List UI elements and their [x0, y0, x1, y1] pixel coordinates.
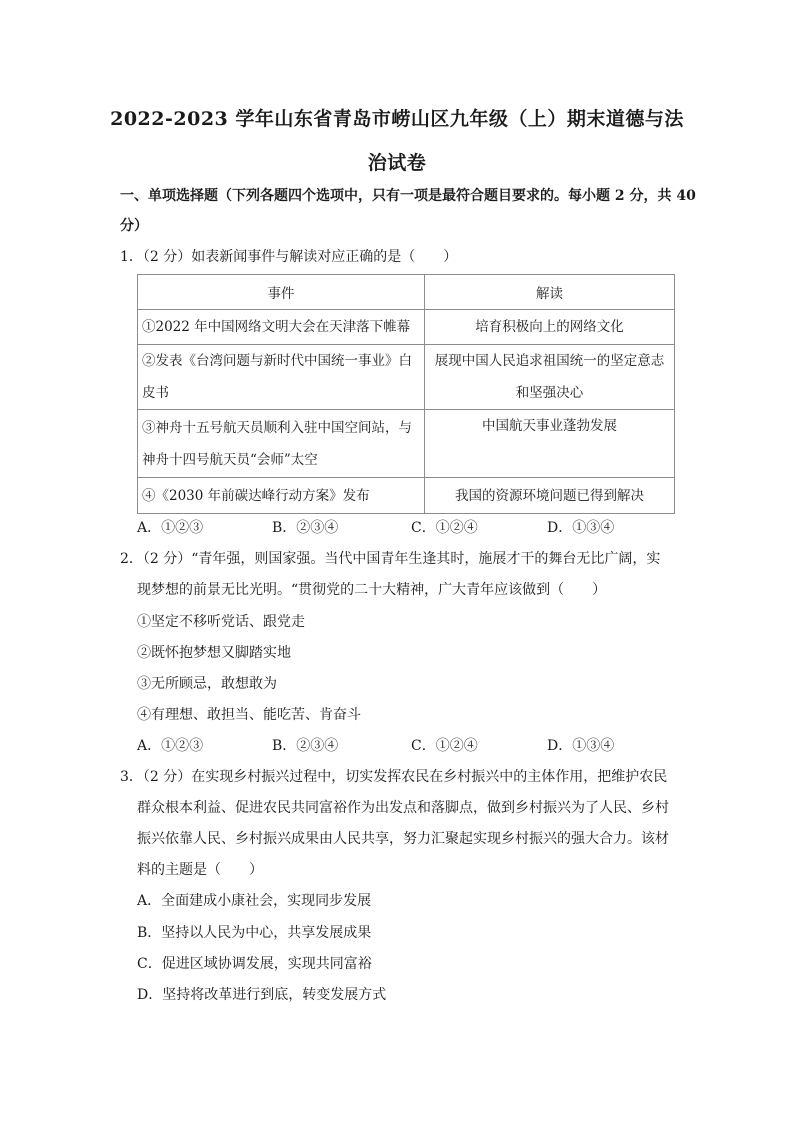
- event-text-cont: 神舟十四号航天员“会师”太空: [142, 451, 318, 468]
- exam-title-line2: 治试卷: [367, 152, 427, 174]
- q3-stem-cont: 群众根本利益、促进农民共同富裕作为出发点和落脚点，做到乡村振兴为了人民、乡村: [137, 800, 669, 816]
- reading-text: 中国航天事业蓬勃发展: [482, 418, 617, 434]
- q2-stem-cont: 现梦想的前景无比光明。“贯彻党的二十大精神，广大青年应该做到（ ）: [137, 582, 607, 598]
- event-cell: [138, 478, 425, 514]
- option-b[interactable]: B．坚持以人民为中心，共享发展成果: [137, 925, 372, 941]
- q2-item: ①坚定不移听党话、跟党走: [137, 614, 305, 630]
- table-row: [138, 310, 675, 345]
- q2-item: ④有理想、敢担当、能吃苦、肯奋斗: [137, 707, 361, 723]
- q1-news-table: [137, 274, 675, 514]
- q2-stem: 2．（2 分）“青年强，则国家强。当代中国青年生逢其时，施展才干的舞台无比广阔，实: [120, 551, 661, 567]
- option-d[interactable]: D．①③④: [547, 738, 615, 754]
- section-heading: 一、单项选择题（下列各题四个选项中，只有一项是最符合题目要求的。每小题 2 分，共 40: [120, 188, 696, 204]
- reading-text: 我国的资源环境问题已得到解决: [455, 487, 644, 504]
- event-text-cont: 皮书: [142, 385, 169, 401]
- option-b[interactable]: B．②③④: [272, 738, 339, 754]
- option-c[interactable]: C．①②④: [411, 738, 478, 754]
- reading-text-cont: 和坚强决心: [515, 385, 584, 401]
- option-b[interactable]: B．②③④: [272, 520, 339, 536]
- table-row: [138, 478, 675, 514]
- table-header-event: 事件: [138, 275, 425, 310]
- q3-stem-cont: 振兴依靠人民、乡村振兴成果由人民共享，努力汇聚起实现乡村振兴的强大合力。该材: [137, 831, 669, 847]
- option-a[interactable]: A．①②③: [137, 520, 204, 536]
- option-d[interactable]: D．坚持将改革进行到底，转变发展方式: [137, 987, 387, 1003]
- event-cell: [138, 310, 425, 345]
- reading-text: 展现中国人民追求祖国统一的坚定意志: [434, 353, 665, 369]
- exam-title-line1: 2022-2023 学年山东省青岛市崂山区九年级（上）期末道德与法: [110, 108, 684, 130]
- table-row: [138, 410, 675, 478]
- option-d[interactable]: D．①③④: [547, 520, 615, 536]
- q2-item: ③无所顾忌，敢想敢为: [137, 676, 277, 692]
- event-cell: [138, 345, 425, 410]
- q3-stem: 3．（2 分）在实现乡村振兴过程中，切实发挥农民在乡村振兴中的主体作用，把维护农民: [120, 769, 668, 785]
- reading-cell: [425, 410, 675, 478]
- event-text: ②发表《台湾问题与新时代中国统一事业》白: [142, 353, 412, 369]
- reading-cell: [425, 478, 675, 514]
- table-row: [138, 345, 675, 410]
- reading-text: 培育积极向上的网络文化: [475, 319, 624, 335]
- table-header-reading: 解读: [425, 275, 675, 310]
- event-cell: [138, 410, 425, 478]
- q3-stem-cont: 料的主题是（ ）: [137, 862, 263, 878]
- table-header-row: [138, 275, 675, 310]
- option-c[interactable]: C．①②④: [411, 520, 478, 536]
- reading-cell: [425, 310, 675, 345]
- option-a[interactable]: A．①②③: [137, 738, 204, 754]
- option-a[interactable]: A．全面建成小康社会，实现同步发展: [137, 893, 372, 909]
- event-text: ④《2030 年前碳达峰行动方案》发布: [142, 487, 370, 504]
- q1-stem: 1．（2 分）如表新闻事件与解读对应正确的是（ ）: [120, 249, 458, 265]
- reading-cell: [425, 345, 675, 410]
- event-text: ①2022 年中国网络文明大会在天津落下帷幕: [142, 319, 411, 335]
- event-text: ③神舟十五号航天员顺利入驻中国空间站，与: [142, 419, 412, 436]
- section-heading-cont: 分）: [120, 218, 148, 234]
- q2-item: ②既怀抱梦想又脚踏实地: [137, 645, 291, 661]
- option-c[interactable]: C．促进区域协调发展，实现共同富裕: [137, 956, 372, 972]
